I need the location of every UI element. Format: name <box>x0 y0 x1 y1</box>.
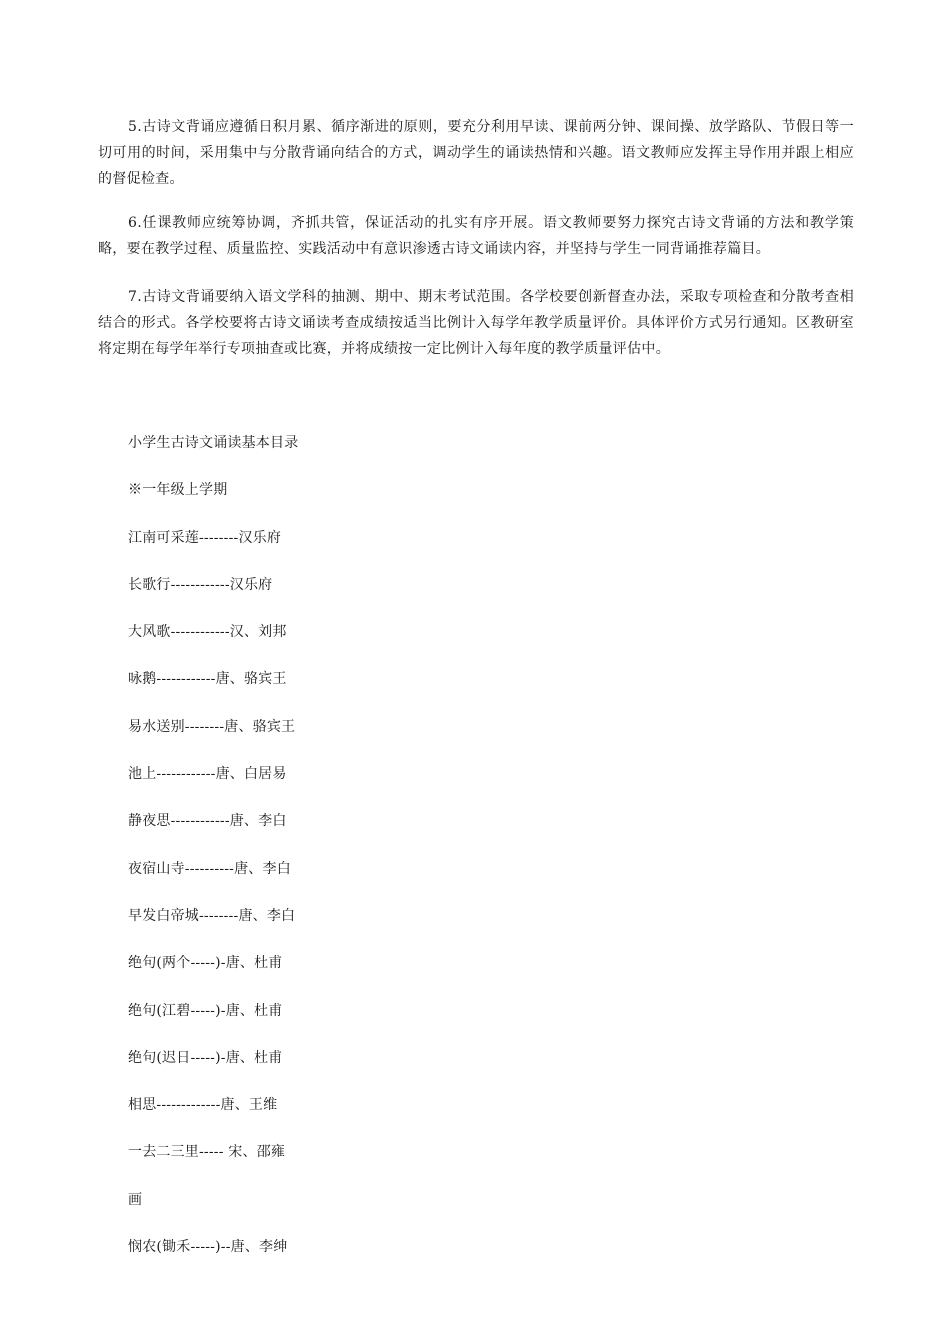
list-item: 绝句(两个-----)-唐、杜甫 <box>128 955 283 972</box>
list-item: 江南可采莲--------汉乐府 <box>128 529 282 546</box>
paragraph-7: 7.古诗文背诵要纳入语文学科的抽测、期中、期末考试范围。各学校要创新督查办法，采取专项检查和分散考查相结合的形式。各学校要将古诗文诵读考查成绩按适当比例计入每学年教学质量评价。具体评价方式另行通知。区教研室将定期在每学年举行专项抽查或比赛，并将成绩按一定比例计入每年度的教学质量评估中。 <box>98 289 854 357</box>
list-item: 早发白帝城--------唐、李白 <box>128 907 296 924</box>
poem-catalog <box>128 430 298 1281</box>
list-item: 绝句(迟日-----)-唐、杜甫 <box>128 1049 283 1066</box>
paragraph-6: 6.任课教师应统筹协调，齐抓共管，保证活动的扎实有序开展。语文教师要努力探究古诗文背诵的方法和教学策略，要在教学过程、质量监控、实践活动中有意识渗透古诗文诵读内容，并坚持与学生一同背诵推荐篇目。 <box>98 215 854 257</box>
list-item: 静夜思------------唐、李白 <box>128 813 287 830</box>
semester-heading: ※一年级上学期 <box>128 482 228 499</box>
catalog-title: 小学生古诗文诵读基本目录 <box>128 435 299 451</box>
list-item: 相思-------------唐、王维 <box>128 1097 278 1114</box>
list-item: 易水送别--------唐、骆宾王 <box>128 718 296 735</box>
list-item: 咏鹅------------唐、骆宾王 <box>128 671 287 688</box>
list-item: 大风歌------------汉、刘邦 <box>128 624 287 641</box>
list-item: 绝句(江碧-----)-唐、杜甫 <box>128 1002 283 1019</box>
list-item: 画 <box>128 1191 143 1208</box>
paragraph-5: 5.古诗文背诵应遵循日积月累、循序渐进的原则，要充分利用早读、课前两分钟、课间操、放学路队、节假日等一切可用的时间，采用集中与分散背诵向结合的方式，调动学生的诵读热情和兴趣。语文教师应发挥主导作用并跟上相应的督促检查。 <box>98 119 854 187</box>
list-item: 长歌行------------汉乐府 <box>128 576 273 593</box>
list-item: 一去二三里----- 宋、邵雍 <box>128 1144 286 1161</box>
list-item: 夜宿山寺----------唐、李白 <box>128 860 291 877</box>
list-item: 池上------------唐、白居易 <box>128 766 287 783</box>
list-item: 悯农(锄禾-----)--唐、李绅 <box>128 1239 288 1256</box>
